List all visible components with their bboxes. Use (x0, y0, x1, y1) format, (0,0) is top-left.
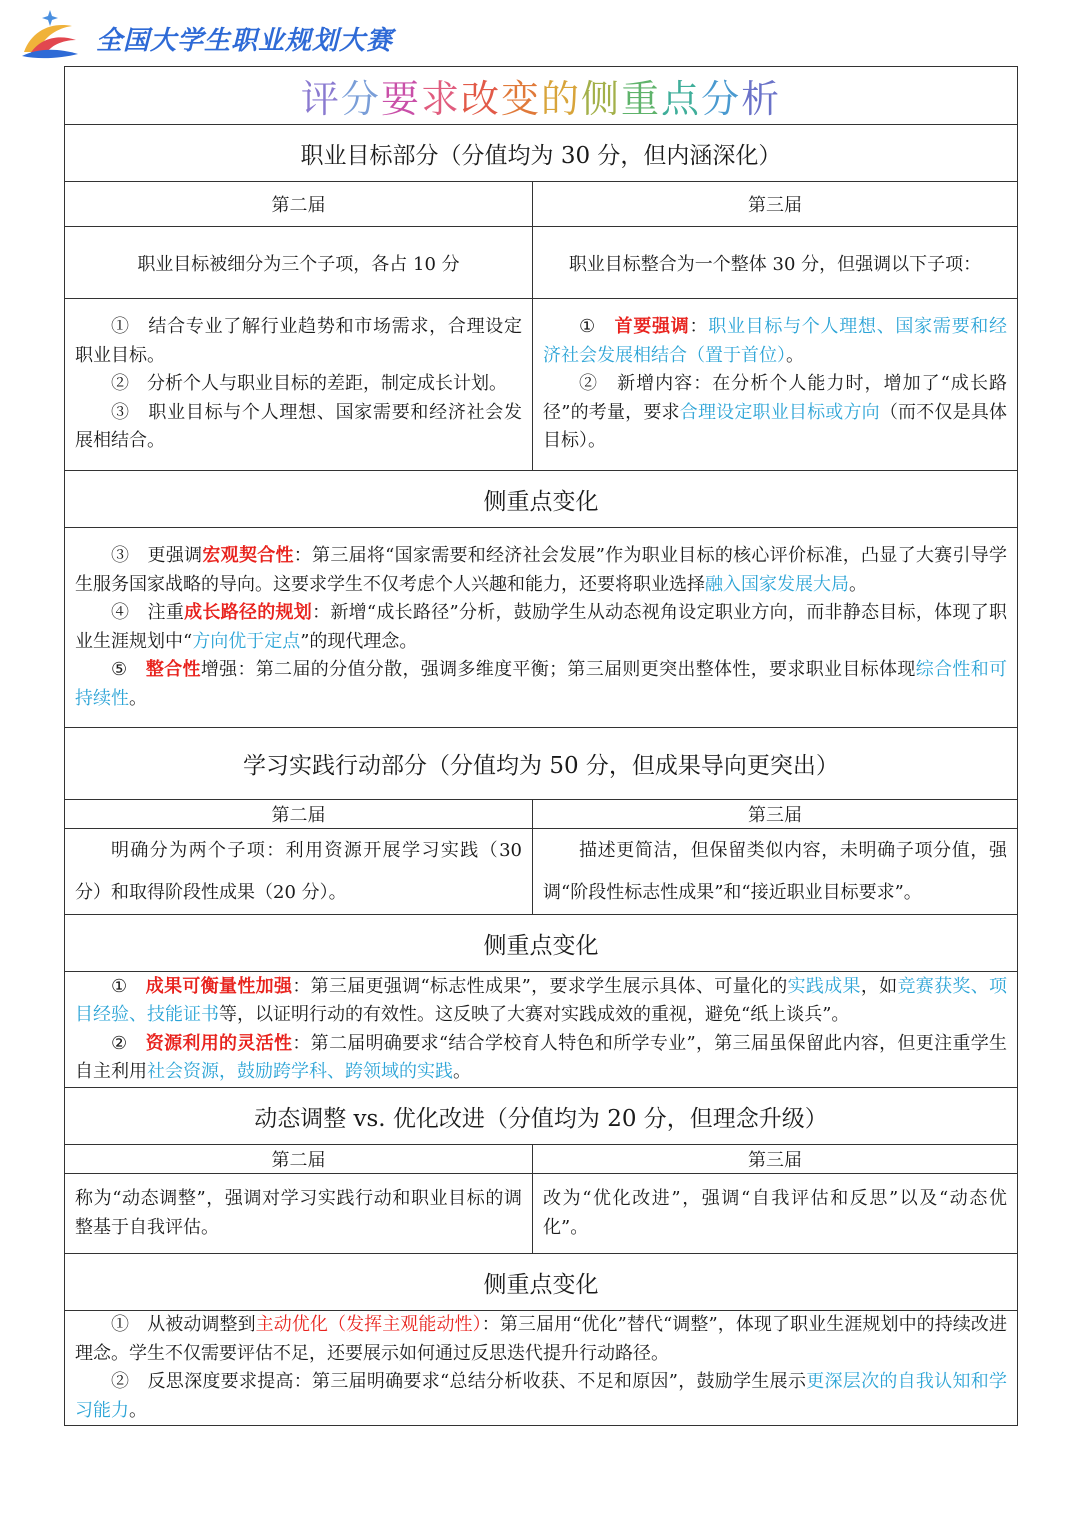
section1-change-heading: 侧重点变化 (65, 471, 1018, 528)
list-item: ① 结合专业了解行业趋势和市场需求，合理设定职业目标。 (75, 316, 522, 366)
section1-intro-left: 职业目标被细分为三个子项，各占 10 分 (65, 227, 533, 299)
section2-col-right: 第三届 (533, 800, 1018, 829)
section3-col-left: 第二届 (65, 1145, 533, 1174)
section2-change-heading: 侧重点变化 (65, 915, 1018, 972)
list-item: ① 从被动调整到主动优化（发挥主观能动性）：第三届用“优化”替代“调整”，体现了职业生涯规划中的持续改进理念。学生不仅需要评估不足，还要展示如何通过反思迭代提升行动路径。 (75, 1314, 1008, 1364)
title-char: 求 (420, 77, 461, 121)
section1-intro-right: 职业目标整合为一个整体 30 分，但强调以下子项： (533, 227, 1018, 299)
section2-left-text (65, 829, 533, 915)
page-header (18, 8, 618, 60)
section3-heading: 动态调整 vs. 优化改进（分值均为 20 分，但理念升级） (65, 1088, 1018, 1145)
section3-change-heading: 侧重点变化 (65, 1254, 1018, 1311)
list-item: ② 分析个人与职业目标的差距，制定成长计划。 (111, 373, 507, 395)
list-item: 称为“动态调整”，强调对学习实践行动和职业目标的调整基于自我评估。 (75, 1188, 522, 1238)
section2-heading: 学习实践行动部分（分值均为 50 分，但成果导向更突出） (65, 728, 1018, 800)
list-item: ③ 更强调宏观契合性：第三届将“国家需要和经济社会发展”作为职业目标的核心评价标准，凸显了大赛引导学生服务国家战略的导向。这要求学生不仅考虑个人兴趣和能力，还要将职业选择融入国家发展大局。 (75, 545, 1008, 595)
section1-heading: 职业目标部分（分值均为 30 分，但内涵深化） (65, 125, 1018, 182)
section2-right-text (533, 829, 1018, 915)
section3-left-text (65, 1174, 533, 1254)
title-char: 分 (701, 77, 742, 121)
section1-right-items (533, 299, 1018, 471)
list-item: 明确分为两个子项：利用资源开展学习实践（30 分）和取得阶段性成果（20 分）。 (75, 839, 522, 903)
title-char: 评 (300, 77, 341, 121)
section1-left-items (65, 299, 533, 471)
list-item: ② 反思深度要求提高：第三届明确要求“总结分析收获、不足和原因”，鼓励学生展示更深层次的自我认知和学习能力。 (75, 1371, 1008, 1421)
list-item: 描述更简洁，但保留类似内容，未明确子项分值，强调“阶段性标志性成果”和“接近职业目标要求”。 (543, 839, 1007, 903)
title-char: 变 (500, 77, 541, 121)
section3-changes (65, 1311, 1018, 1426)
title-char: 侧 (581, 77, 622, 121)
section1-col-right: 第三届 (533, 182, 1018, 227)
title-char: 点 (661, 77, 702, 121)
title-char: 的 (541, 77, 582, 121)
title-char: 重 (621, 77, 662, 121)
title-char: 要 (380, 77, 421, 121)
list-item: ⑤ 整合性增强：第二届的分值分散，强调多维度平衡；第三届则更突出整体性，要求职业目标体现综合性和可持续性。 (75, 659, 1008, 709)
section3-right-text (533, 1174, 1018, 1254)
list-item: ② 新增内容：在分析个人能力时，增加了“成长路径”的考量，要求合理设定职业目标或方向（而不仅是具体目标）。 (543, 373, 1008, 452)
section1-changes (65, 528, 1018, 728)
page-title (65, 67, 1018, 125)
list-item: ① 成果可衡量性加强：第三届更强调“标志性成果”，要求学生展示具体、可量化的实践成果，如竞赛获奖、项目经验、技能证书等，以证明行动的有效性。这反映了大赛对实践成效的重视，避免“纸上谈兵”。 (75, 975, 1008, 1025)
section1-col-left: 第二届 (65, 182, 533, 227)
list-item: 改为“优化改进”，强调“自我评估和反思”以及“动态优化”。 (543, 1188, 1007, 1238)
section2-col-left: 第二届 (65, 800, 533, 829)
list-item: ④ 注重成长路径的规划：新增“成长路径”分析，鼓励学生从动态视角设定职业方向，而非静态目标，体现了职业生涯规划中“方向优于定点”的现代理念。 (75, 602, 1008, 652)
list-item: ① 首要强调：职业目标与个人理想、国家需要和经济社会发展相结合（置于首位）。 (543, 316, 1008, 366)
analysis-table (64, 66, 1018, 1426)
list-item: ③ 职业目标与个人理想、国家需要和经济社会发展相结合。 (75, 401, 522, 452)
section2-changes (65, 972, 1018, 1088)
title-char: 改 (460, 77, 501, 121)
section3-col-right: 第三届 (533, 1145, 1018, 1174)
title-char: 析 (741, 77, 782, 121)
brand-name: 全国大学生职业规划大赛 (96, 26, 394, 56)
title-char: 分 (340, 77, 381, 121)
colorful-wave-logo-icon (18, 8, 82, 60)
list-item: ② 资源利用的灵活性：第二届明确要求“结合学校育人特色和所学专业”，第三届虽保留此内容，但更注重学生自主利用社会资源，鼓励跨学科、跨领域的实践。 (75, 1032, 1008, 1082)
